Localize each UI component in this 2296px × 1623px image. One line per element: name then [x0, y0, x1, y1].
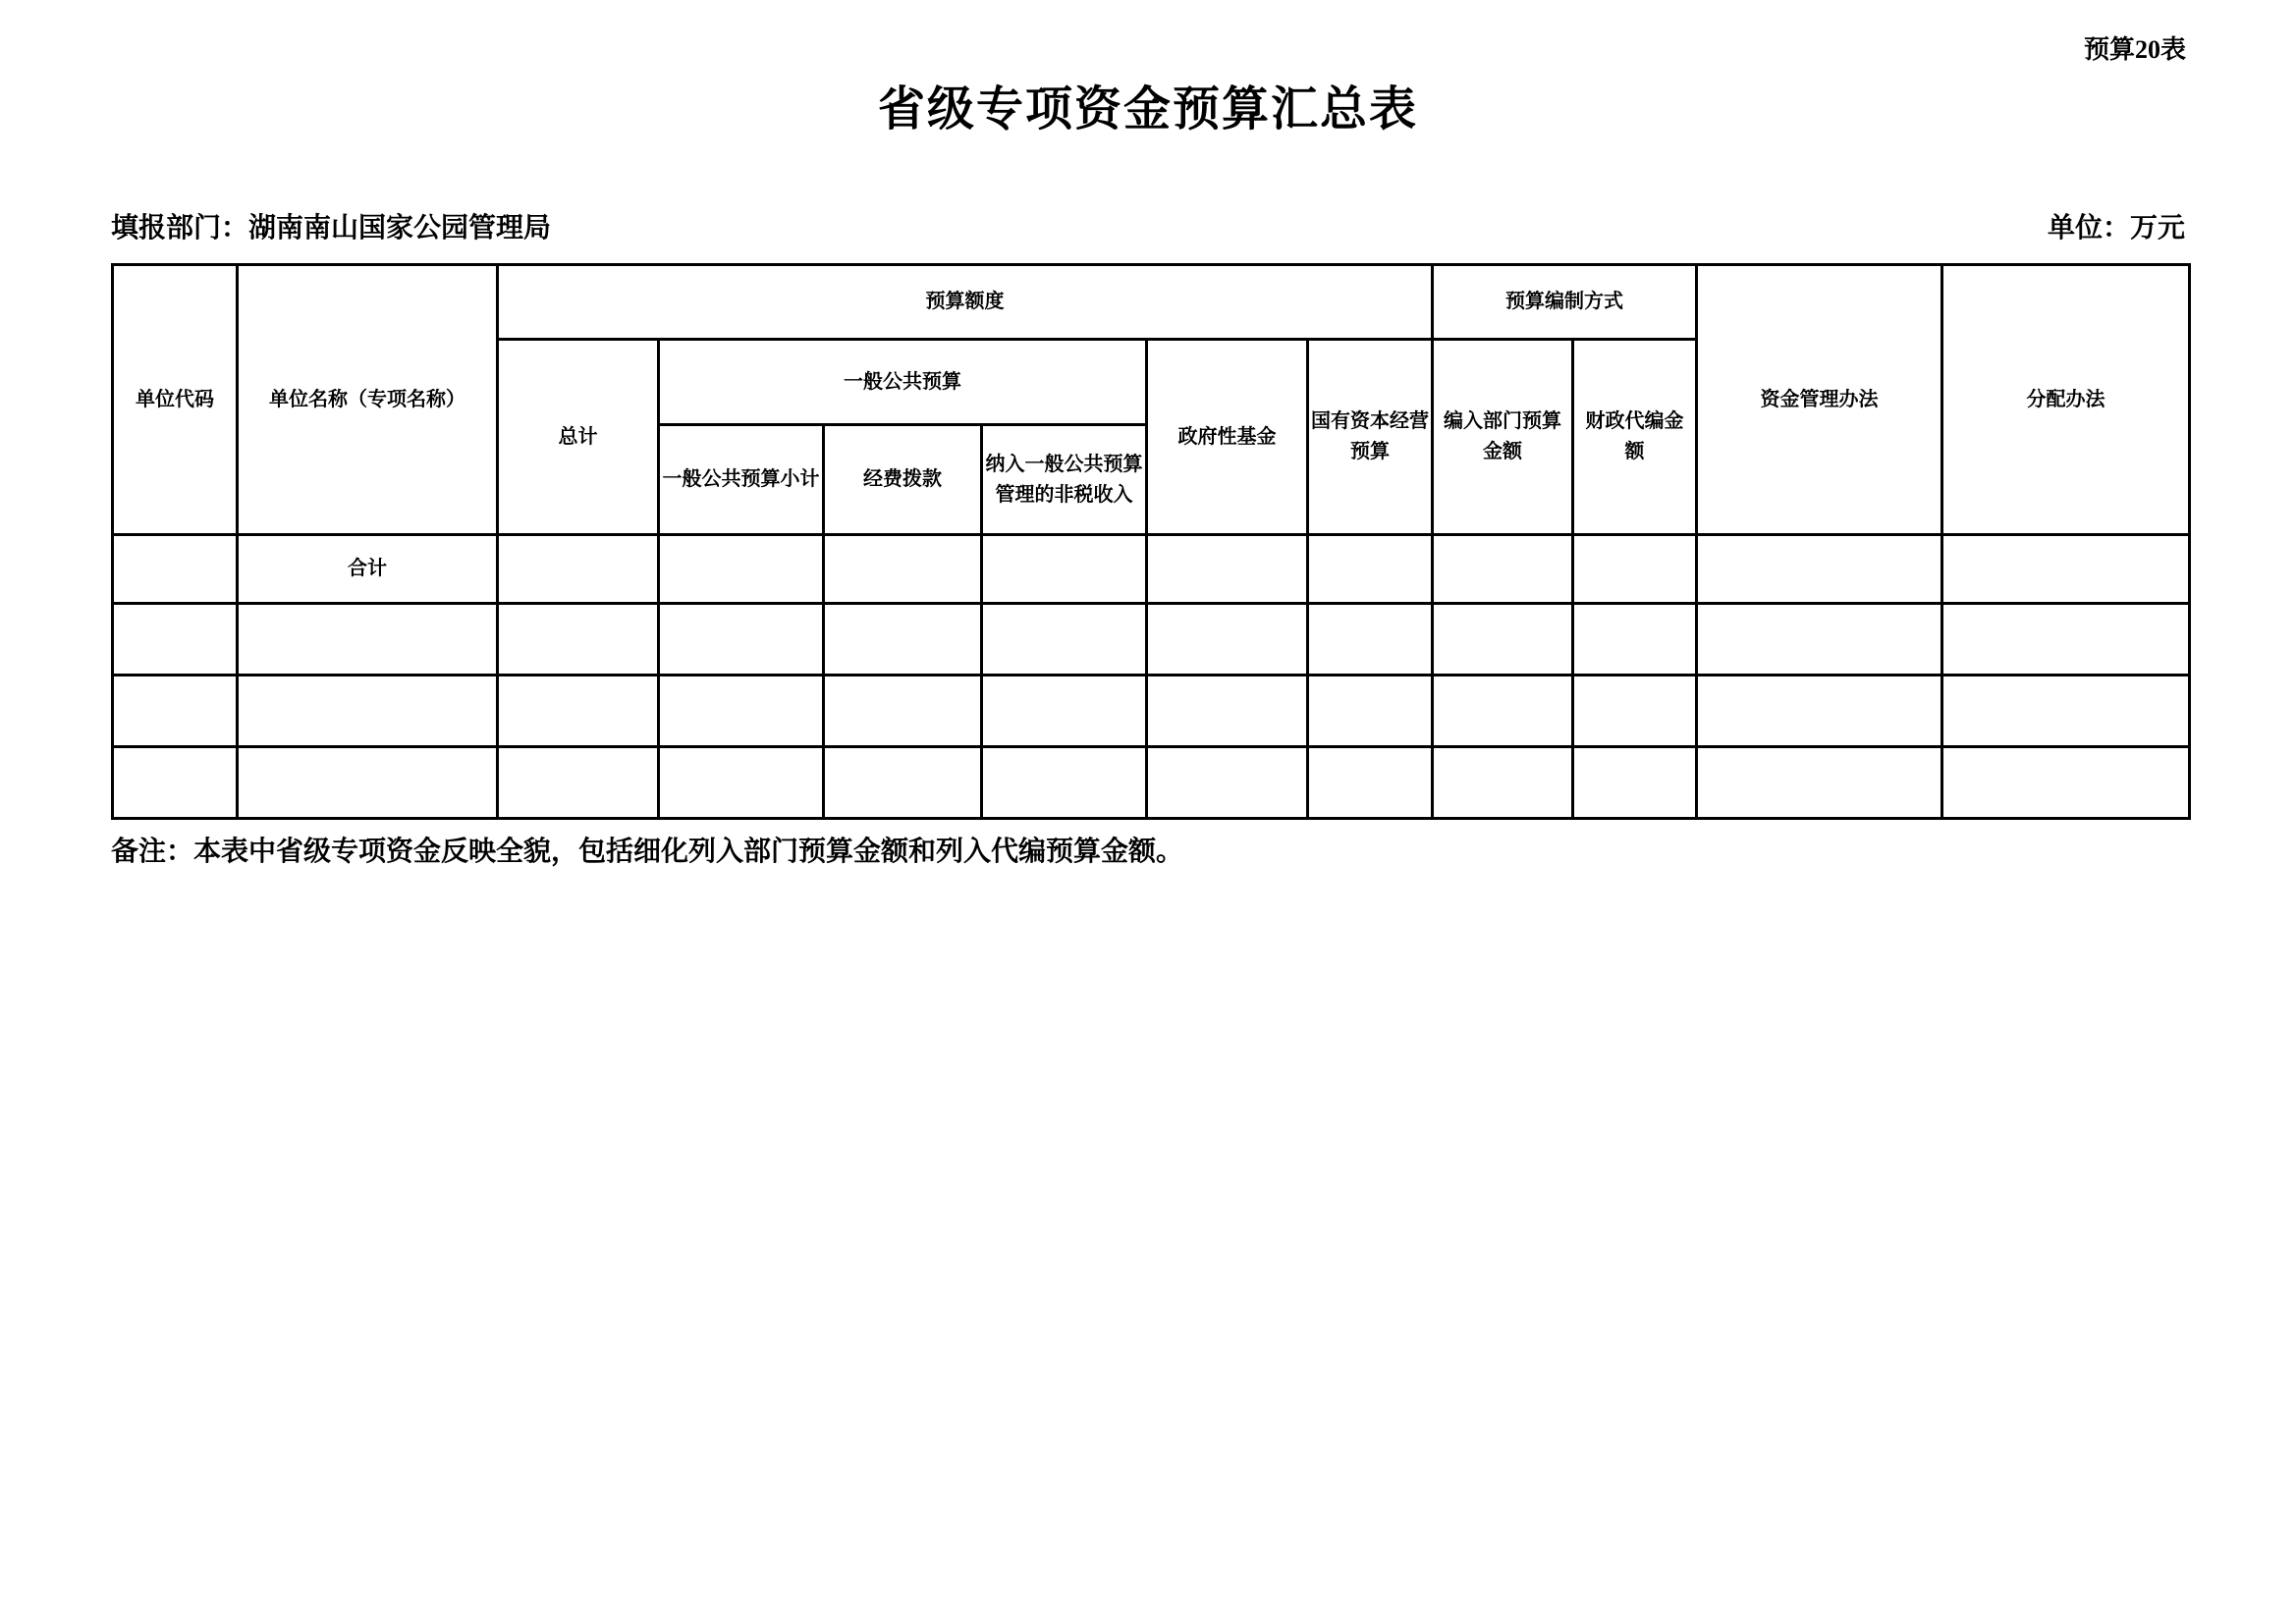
table-cell	[982, 604, 1147, 676]
table-cell	[1147, 676, 1308, 747]
table-cell	[113, 604, 238, 676]
table-cell	[1308, 747, 1433, 819]
table-cell	[1942, 747, 2190, 819]
header-nontax-revenue: 纳入一般公共预算管理的非税收入	[982, 425, 1147, 535]
header-compilation-method-group: 预算编制方式	[1433, 265, 1697, 340]
table-cell	[982, 535, 1147, 604]
table-cell	[1573, 676, 1697, 747]
header-state-capital-operating-budget: 国有资本经营预算	[1308, 340, 1433, 535]
table-cell	[1697, 747, 1942, 819]
table-cell	[498, 676, 659, 747]
table-cell	[1942, 535, 2190, 604]
table-cell	[982, 676, 1147, 747]
table-cell	[1942, 676, 2190, 747]
table-cell	[659, 747, 824, 819]
table-cell	[659, 676, 824, 747]
table-cell	[982, 747, 1147, 819]
table-cell	[1573, 535, 1697, 604]
header-government-funds: 政府性基金	[1147, 340, 1308, 535]
header-general-public-budget-subtotal: 一般公共预算小计	[659, 425, 824, 535]
header-row-1	[113, 265, 2190, 340]
table-row	[113, 604, 2190, 676]
table-cell	[1573, 604, 1697, 676]
table-cell	[1433, 604, 1573, 676]
page-title: 省级专项资金预算汇总表	[877, 83, 1418, 135]
table-cell	[1433, 535, 1573, 604]
header-unit-code: 单位代码	[113, 265, 238, 535]
unit-of-measure-label: 单位：万元	[2047, 213, 2185, 243]
table-cell	[659, 604, 824, 676]
table-cell	[1573, 747, 1697, 819]
table-cell	[1308, 604, 1433, 676]
header-total: 总计	[498, 340, 659, 535]
table-cell	[1147, 747, 1308, 819]
form-meta-row	[111, 206, 2185, 245]
table-cell	[1697, 535, 1942, 604]
table-cell	[113, 535, 238, 604]
table-cell	[498, 535, 659, 604]
table-cell	[1147, 604, 1308, 676]
header-general-public-budget-group: 一般公共预算	[659, 340, 1147, 425]
table-cell-total-label: 合计	[238, 535, 498, 604]
table-header	[113, 265, 2190, 535]
reporting-department-label: 填报部门：湖南南山国家公园管理局	[111, 213, 552, 243]
table-cell	[498, 604, 659, 676]
header-funding-appropriation: 经费拨款	[824, 425, 982, 535]
header-unit-name: 单位名称（专项名称）	[238, 265, 498, 535]
table-cell	[659, 535, 824, 604]
table-cell	[1433, 676, 1573, 747]
table-cell	[498, 747, 659, 819]
form-number-label: 预算20表	[2083, 35, 2186, 64]
table-cell	[824, 535, 982, 604]
table-cell	[1697, 676, 1942, 747]
table-cell	[1697, 604, 1942, 676]
header-allocation-method: 分配办法	[1942, 265, 2190, 535]
table-cell	[824, 676, 982, 747]
table-cell	[1147, 535, 1308, 604]
table-row	[113, 676, 2190, 747]
table-cell	[113, 747, 238, 819]
table-body	[113, 535, 2190, 819]
table-cell	[1308, 535, 1433, 604]
table-row	[113, 747, 2190, 819]
header-fund-management-method: 资金管理办法	[1697, 265, 1942, 535]
footnote: 备注：本表中省级专项资金反映全貌，包括细化列入部门预算金额和列入代编预算金额。	[111, 837, 1184, 867]
table-cell	[238, 747, 498, 819]
table-cell	[1308, 676, 1433, 747]
table-cell	[113, 676, 238, 747]
table-row-total	[113, 535, 2190, 604]
table-cell	[1433, 747, 1573, 819]
table-cell	[824, 604, 982, 676]
table-cell	[824, 747, 982, 819]
header-finance-compiled-amount: 财政代编金额	[1573, 340, 1697, 535]
table-cell	[238, 676, 498, 747]
budget-summary-table	[111, 263, 2191, 820]
table-cell	[1942, 604, 2190, 676]
header-dept-budget-amount: 编入部门预算金额	[1433, 340, 1573, 535]
header-budget-amount-group: 预算额度	[498, 265, 1433, 340]
table-cell	[238, 604, 498, 676]
